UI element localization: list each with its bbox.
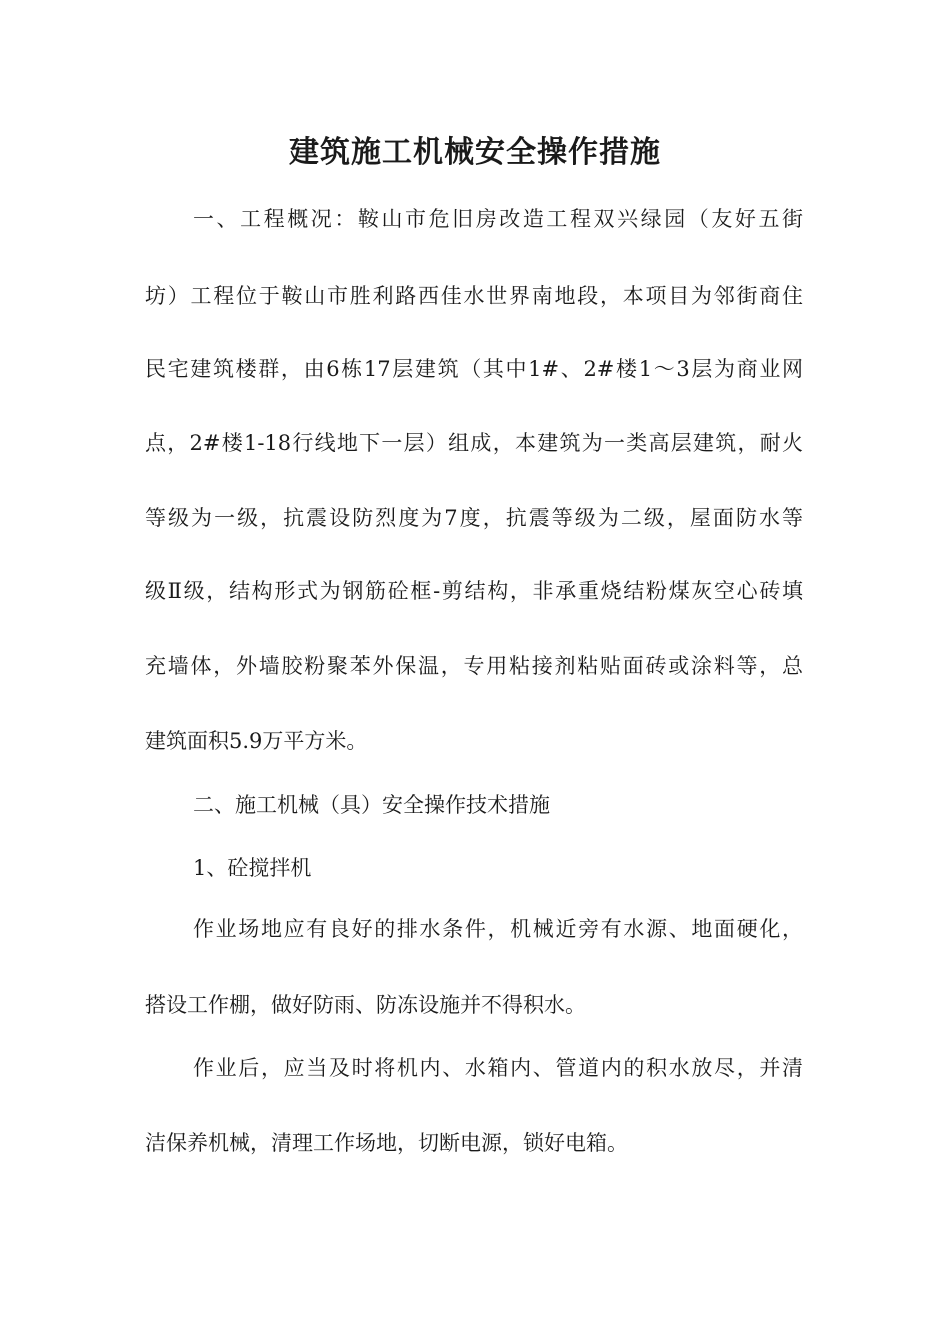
text-line: 点，2#楼1-18行线地下一层）组成，本建筑为一类高层建筑，耐火 bbox=[145, 431, 803, 455]
text-line: 洁保养机械，清理工作场地，切断电源，锁好电箱。 bbox=[145, 1131, 628, 1155]
text-line: 充墙体，外墙胶粉聚苯外保温，专用粘接剂粘贴面砖或涂料等，总 bbox=[145, 654, 803, 678]
text-line: 级Ⅱ级，结构形式为钢筋砼框-剪结构，非承重烧结粉煤灰空心砖填 bbox=[145, 579, 803, 603]
text-line: 建筑面积5.9万平方米。 bbox=[145, 729, 368, 753]
text-line: 等级为一级，抗震设防烈度为7度，抗震等级为二级，屋面防水等 bbox=[145, 506, 803, 530]
text-line: 作业场地应有良好的排水条件，机械近旁有水源、地面硬化， bbox=[193, 917, 803, 941]
text-line: 民宅建筑楼群，由6栋17层建筑（其中1#、2#楼1～3层为商业网 bbox=[145, 357, 803, 381]
subsection-heading: 1、砼搅拌机 bbox=[193, 856, 312, 880]
text-line: 作业后，应当及时将机内、水箱内、管道内的积水放尽，并清 bbox=[193, 1056, 803, 1080]
text-line: 搭设工作棚，做好防雨、防冻设施并不得积水。 bbox=[145, 993, 586, 1017]
document-title: 建筑施工机械安全操作措施 bbox=[289, 135, 661, 170]
text-line: 一、工程概况：鞍山市危旧房改造工程双兴绿园（友好五街 bbox=[193, 207, 803, 231]
text-line: 坊）工程位于鞍山市胜利路西佳水世界南地段，本项目为邻街商住 bbox=[145, 284, 803, 308]
section-heading: 二、施工机械（具）安全操作技术措施 bbox=[193, 793, 550, 817]
